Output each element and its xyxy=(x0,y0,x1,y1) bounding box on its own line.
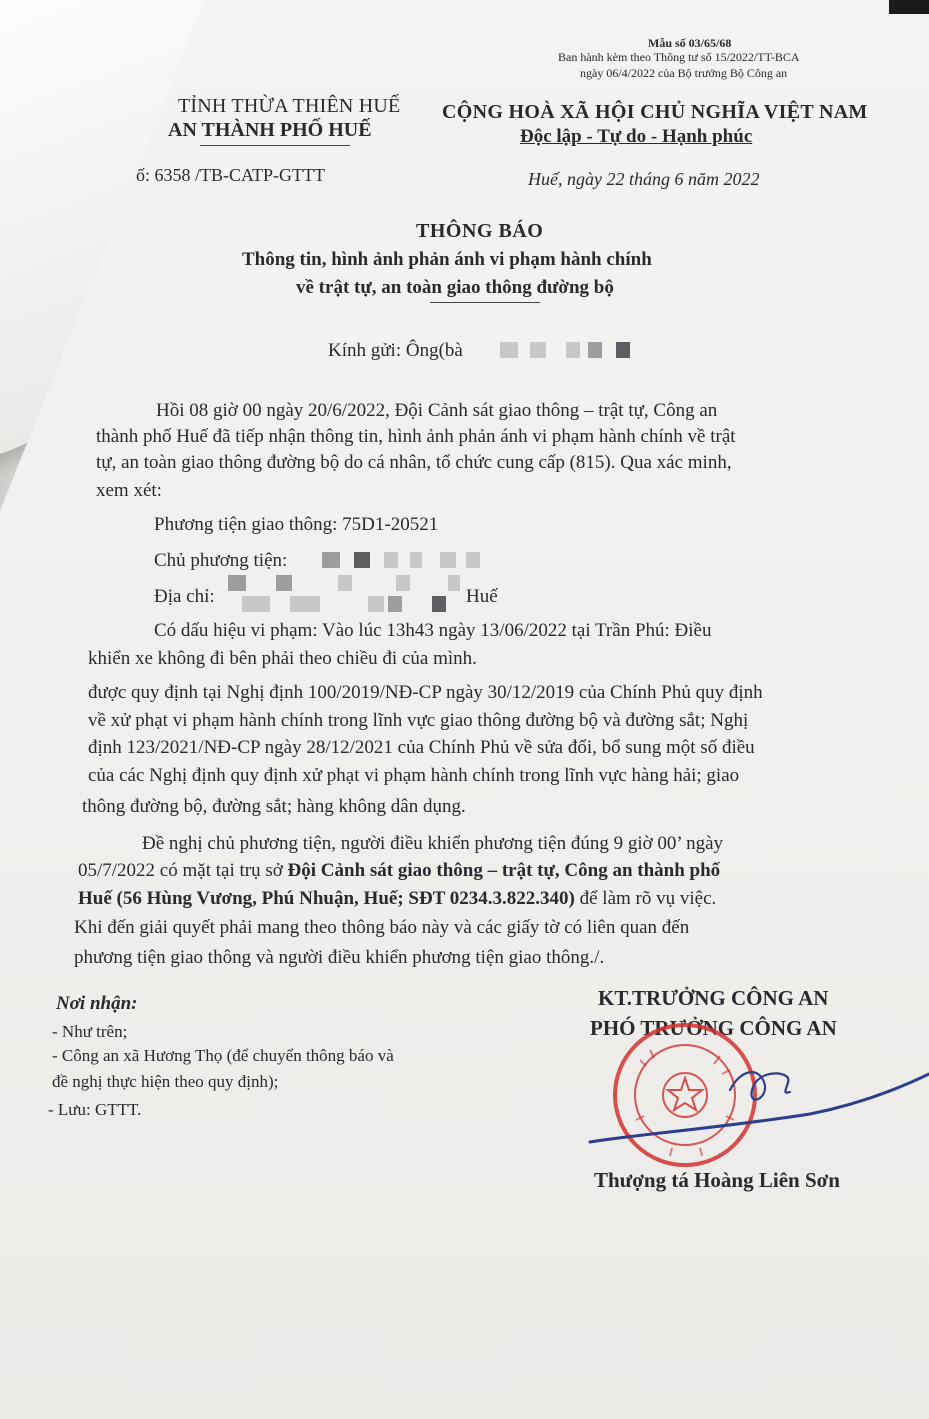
recipient-item: - Công an xã Hương Thọ (để chuyển thông báo và xyxy=(52,1046,394,1065)
corner-shadow xyxy=(889,0,929,14)
signer-name: Thượng tá Hoàng Liên Sơn xyxy=(594,1168,840,1192)
request-line3-text: để làm rõ vụ việc. xyxy=(574,888,717,909)
address-label: Địa chỉ: xyxy=(154,586,215,607)
violation-line1: Có dấu hiệu vi phạm: Vào lúc 13h43 ngày 13/06/2022 tại Trần Phú: Điều xyxy=(154,620,712,641)
form-issued-line1: Ban hành kèm theo Thông tư số 15/2022/TT-BCA xyxy=(558,50,800,64)
request-line2-text: 05/7/2022 có mặt tại trụ sở xyxy=(78,860,288,881)
paragraph-1-line1: Hồi 08 giờ 00 ngày 20/6/2022, Đội Cảnh sát giao thông – trật tự, Công an xyxy=(156,400,718,421)
document-subtitle-line2: về trật tự, an toàn giao thông đường bộ xyxy=(296,277,614,298)
recipients-title: Nơi nhận: xyxy=(56,993,138,1014)
subtitle-divider xyxy=(430,302,540,303)
signature-title-line2: PHÓ TRƯỞNG CÔNG AN xyxy=(590,1016,837,1040)
recipient-item: - Như trên; xyxy=(52,1022,128,1041)
request-line4: Khi đến giải quyết phải mang theo thông báo này và các giấy tờ có liên quan đến xyxy=(74,917,690,938)
salutation: Kính gửi: Ông(bà xyxy=(328,340,463,361)
violation-line2: khiển xe không đi bên phải theo chiều đi của mình. xyxy=(88,648,477,669)
national-motto: Độc lập - Tự do - Hạnh phúc xyxy=(520,126,753,147)
document-title: THÔNG BÁO xyxy=(416,220,544,242)
regulation-line2: về xử phạt vi phạm hành chính trong lĩnh vực giao thông đường bộ và đường sắt; Nghị xyxy=(88,710,749,731)
owner-label: Chủ phương tiện: xyxy=(154,550,288,571)
place-date: Huế, ngày 22 tháng 6 năm 2022 xyxy=(528,169,760,189)
form-issued-line2: ngày 06/4/2022 của Bộ trưởng Bộ Công an xyxy=(580,66,788,80)
vehicle-plate: Phương tiện giao thông: 75D1-20521 xyxy=(154,514,439,535)
agency-name: AN THÀNH PHỐ HUẾ xyxy=(168,119,372,141)
national-title: CỘNG HOÀ XÃ HỘI CHỦ NGHĨA VIỆT NAM xyxy=(442,101,868,123)
form-number: Mẫu số 03/65/68 xyxy=(648,36,732,50)
agency-province: TỈNH THỪA THIÊN HUẾ xyxy=(178,95,401,117)
signature-title-line1: KT.TRƯỞNG CÔNG AN xyxy=(598,986,829,1010)
regulation-line3: định 123/2021/NĐ-CP ngày 28/12/2021 của Chính Phủ về sửa đổi, bổ sung một số điều xyxy=(88,737,755,758)
request-office-address: Huế (56 Hùng Vương, Phú Nhuận, Huế; SĐT 0234.3.822.340) xyxy=(78,888,575,909)
regulation-line5: thông đường bộ, đường sắt; hàng không dân dụng. xyxy=(82,796,466,817)
paragraph-1-line2: thành phố Huế đã tiếp nhận thông tin, hình ảnh phản ánh vi phạm hành chính về trật xyxy=(96,426,736,447)
request-line1: Đề nghị chủ phương tiện, người điều khiển phương tiện đúng 9 giờ 00’ ngày xyxy=(142,833,724,854)
request-line5: phương tiện giao thông và người điều khiển phương tiện giao thông./. xyxy=(74,947,605,968)
regulation-line4: của các Nghị định quy định xử phạt vi phạm hành chính trong lĩnh vực hàng hải; giao xyxy=(88,765,740,786)
request-office-name: Đội Cảnh sát giao thông – trật tự, Công an thành phố xyxy=(287,860,721,881)
request-line3 xyxy=(78,888,716,910)
address-city: Huế xyxy=(466,586,498,607)
request-line2 xyxy=(78,860,720,882)
recipient-item: - Lưu: GTTT. xyxy=(48,1100,142,1119)
recipient-item: đề nghị thực hiện theo quy định); xyxy=(52,1072,279,1091)
document-subtitle-line1: Thông tin, hình ảnh phản ánh vi phạm hành chính xyxy=(242,249,652,270)
paragraph-1-line3: tự, an toàn giao thông đường bộ do cá nhân, tổ chức cung cấp (815). Qua xác minh, xyxy=(96,452,732,473)
agency-divider xyxy=(200,145,350,146)
document-number: ố: 6358 /TB-CATP-GTTT xyxy=(136,165,325,185)
paragraph-1-line4: xem xét: xyxy=(96,480,162,501)
handwritten-signature xyxy=(580,1030,929,1180)
regulation-line1: được quy định tại Nghị định 100/2019/NĐ-CP ngày 30/12/2019 của Chính Phủ quy định xyxy=(88,682,763,703)
